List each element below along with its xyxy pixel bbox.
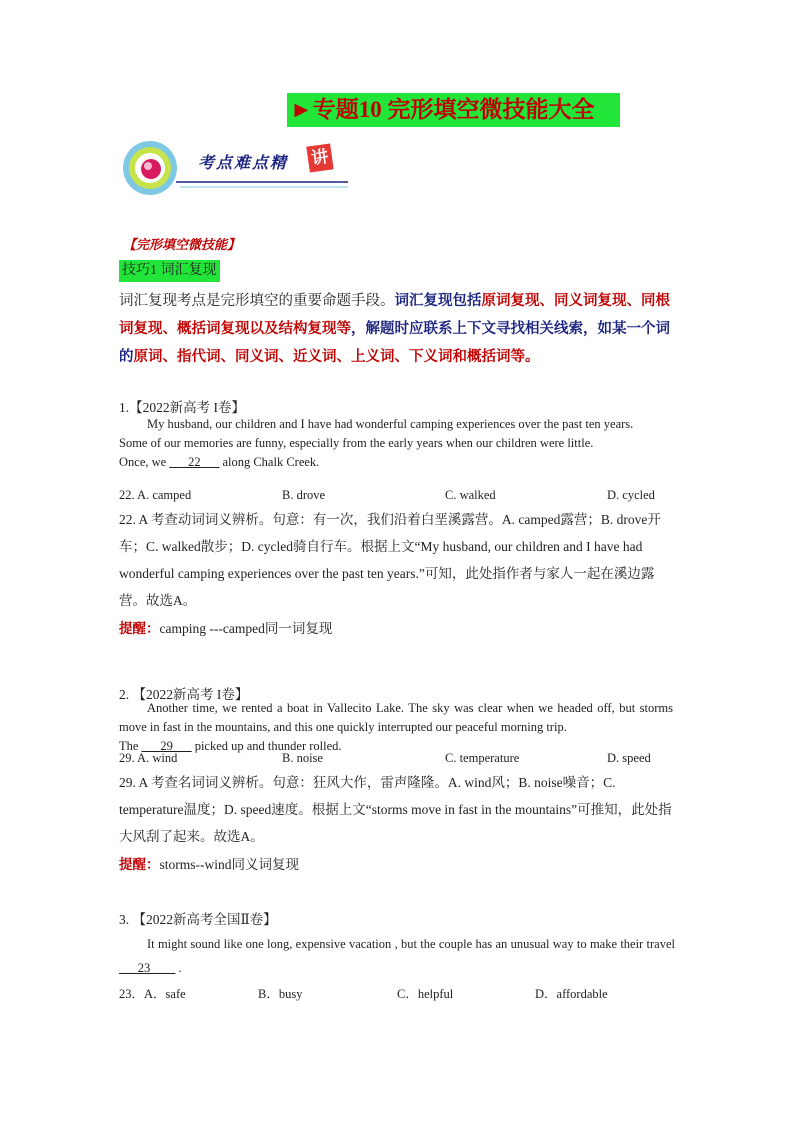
tip-label: 技巧1 词汇复现 <box>119 260 220 282</box>
q2-option-b: B. noise <box>282 751 323 765</box>
q1-line-3: Once, we ___22___ along Chalk Creek. <box>119 455 320 469</box>
q2-option-d: D. speed <box>607 751 651 765</box>
q1-option-c: C. walked <box>445 488 496 502</box>
q2-line-1: Another time, we rented a boat in Vallecito Lake. The sky was clear when we headed off, but storms move in fast in the mountains, and this one quickly interrupted our peaceful morning trip. <box>119 701 673 734</box>
q2-remind: 提醒：storms--wind同义词复现 <box>119 857 299 872</box>
q1-option-d: D. cycled <box>607 488 655 502</box>
banner-ball <box>141 159 161 179</box>
q3-blank: ___23____ <box>119 961 176 975</box>
intro-bold-2: ，解题时应联系上下文寻找相关线索，如某一个词的 <box>119 321 670 365</box>
q1-option-a: 22. A. camped <box>119 488 192 502</box>
intro-red-2: 原词、指代词、同义词、近义词、上义词、下义词和概括词等。 <box>133 349 540 365</box>
intro-red-1: 原词复现、同义词复现、同根词复现、概括词复现以及结构复现等 <box>119 293 670 337</box>
q1-blank: ___22___ <box>169 455 220 469</box>
banner-text: 考点难点精 <box>198 155 289 172</box>
section-label: 【完形填空微技能】 <box>123 237 241 252</box>
intro-bold-1: 词汇复现包括 <box>394 293 482 309</box>
q1-explanation: 22. A 考查动词词义辨析。句意：有一次，我们沿着白垩溪露营。A. camped露营；B. drove开车；C. walked散步；D. cycled骑自行车。根据上文“My husband, our children and I have had wonderful camping experiences over the past ten years.”可知，此处指作者与家人一起在溪边露营。故选A。 <box>119 512 661 608</box>
q1-option-b: B. drove <box>282 488 326 502</box>
q3-option-c: C．helpful <box>397 987 454 1001</box>
banner-highlight-badge: 讲 <box>306 143 333 172</box>
tip-intro <box>119 287 679 371</box>
q3-head: 3. 【2022新高考全国Ⅱ卷】 <box>119 912 277 927</box>
page-title: ►专题10 完形填空微技能大全 <box>287 93 620 127</box>
q3-option-d: D．affordable <box>535 987 608 1001</box>
q3-option-b: B．busy <box>258 987 303 1001</box>
q2-option-c: C. temperature <box>445 751 520 765</box>
q2-explanation: 29. A 考查名词词义辨析。句意：狂风大作，雷声隆隆。A. wind风；B. noise噪音；C. temperature温度；D. speed速度。根据上文“storms move in fast in the mountains”可推知，此处指大风刮了起来。故选A。 <box>119 775 672 844</box>
intro-plain: 词汇复现考点是完形填空的重要命题手段。 <box>119 293 395 309</box>
q2-line-2: The ___29___ picked up and thunder rolled. <box>119 739 342 753</box>
q1-line-2: Some of our memories are funny, especially from the early years when our children were little. <box>119 436 594 450</box>
q2-head: 2. 【2022新高考 I卷】 <box>119 687 249 702</box>
q2-blank: ___29___ <box>141 739 192 753</box>
q1-remind: 提醒：camping ---camped同一词复现 <box>119 621 333 636</box>
q3-option-a: 23．A．safe <box>119 987 186 1001</box>
q3-passage: It might sound like one long, expensive vacation , but the couple has an unusual way to make their travel ___23____ . <box>119 937 675 975</box>
q1-line-1: My husband, our children and I have had wonderful camping experiences over the past ten years. <box>147 417 634 431</box>
q1-head: 1.【2022新高考 I卷】 <box>119 400 245 415</box>
q2-passage <box>119 699 673 756</box>
q1-passage <box>119 415 673 472</box>
q2-option-a: 29. A. wind <box>119 751 178 765</box>
